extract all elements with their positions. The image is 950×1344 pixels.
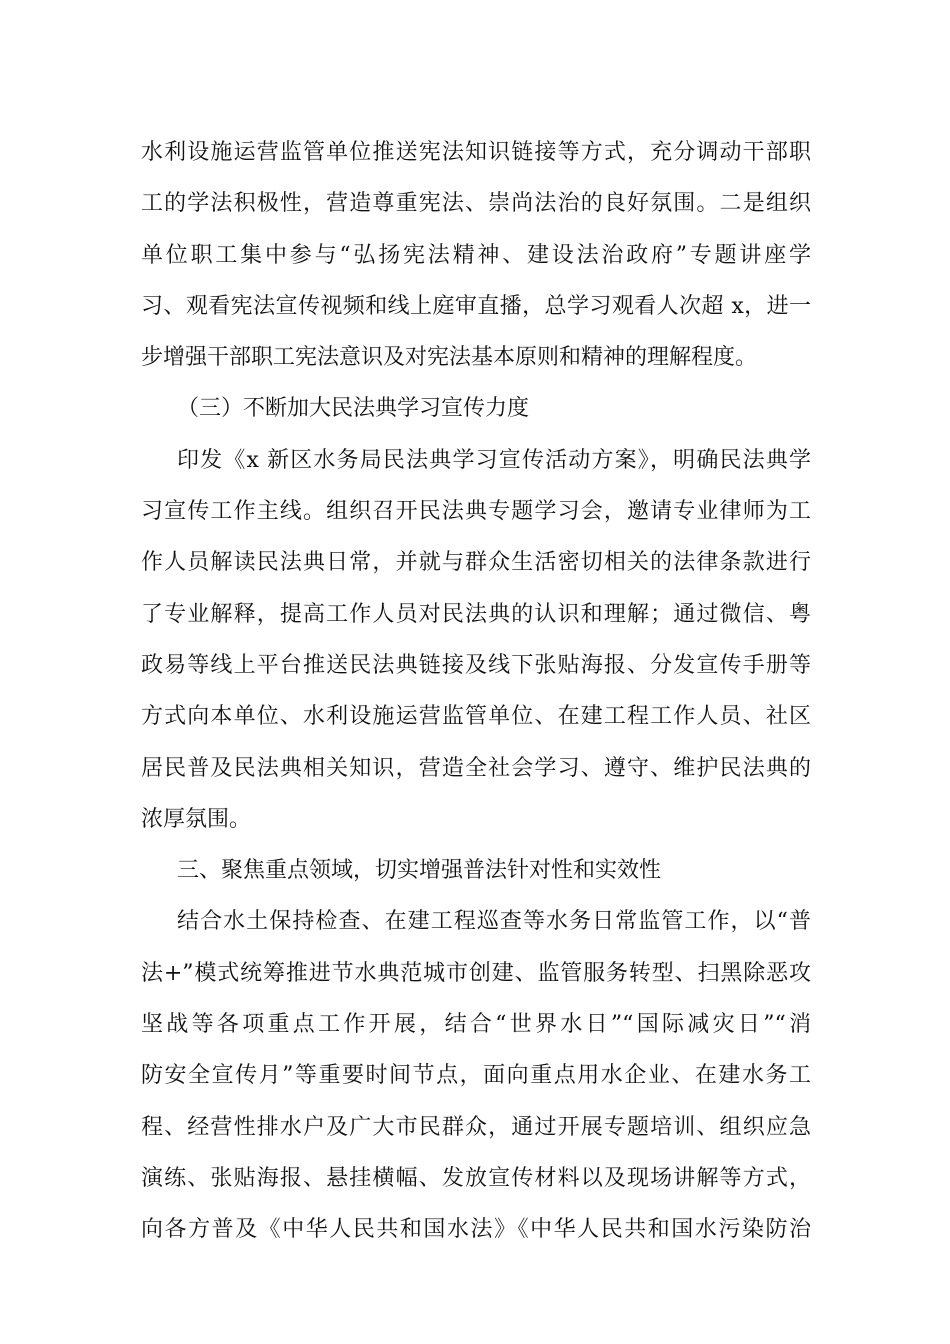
body-line: 结合水土保持检查、在建工程巡查等水务日常监管工作，以“普 [177,909,811,935]
section-heading: （三）不断加大民法典学习宣传力度 [177,396,530,422]
body-line: 了专业解释，提高工作人员对民法典的认识和理解；通过微信、粤 [141,601,811,627]
body-line: 坚战等各项重点工作开展，结合“世界水日”“国际减灾日”“消 [141,1012,811,1038]
document-body [141,127,811,1256]
body-line: 居民普及民法典相关知识，营造全社会学习、遵守、维护民法典的 [141,755,811,781]
body-line: 习宣传工作主线。组织召开民法典专题学习会，邀请专业律师为工 [141,499,811,525]
body-line: 程、经营性排水户及广大市民群众，通过开展专题培训、组织应急 [141,1114,811,1140]
body-line: 防安全宣传月”等重要时间节点，面向重点用水企业、在建水务工 [141,1063,811,1089]
body-line: 作人员解读民法典日常，并就与群众生活密切相关的法律条款进行 [141,550,811,576]
body-line: 印发《x 新区水务局民法典学习宣传活动方案》，明确民法典学 [177,447,811,473]
body-line: 单位职工集中参与“弘扬宪法精神、建设法治政府”专题讲座学 [141,242,811,268]
body-line: 政易等线上平台推送民法典链接及线下张贴海报、分发宣传手册等 [141,652,811,678]
body-line: 步增强干部职工宪法意识及对宪法基本原则和精神的理解程度。 [141,345,758,371]
body-line: 水利设施运营监管单位推送宪法知识链接等方式，充分调动干部职 [141,140,811,165]
body-line: 方式向本单位、水利设施运营监管单位、在建工程工作人员、社区 [141,704,811,730]
body-line: 演练、张贴海报、悬挂横幅、发放宣传材料以及现场讲解等方式， [141,1165,811,1191]
body-line: 向各方普及《中华人民共和国水法》《中华人民共和国水污染防治 [141,1217,811,1243]
section-heading: 三、聚焦重点领域，切实增强普法针对性和实效性 [177,858,662,884]
body-line: 习、观看宪法宣传视频和线上庭审直播，总学习观看人次超 x，进一 [141,293,811,319]
body-line: 工的学法积极性，营造尊重宪法、崇尚法治的良好氛围。二是组织 [141,191,811,217]
body-line: 浓厚氛围。 [141,806,252,832]
body-line: 法+”模式统筹推进节水典范城市创建、监管服务转型、扫黑除恶攻 [141,960,811,986]
